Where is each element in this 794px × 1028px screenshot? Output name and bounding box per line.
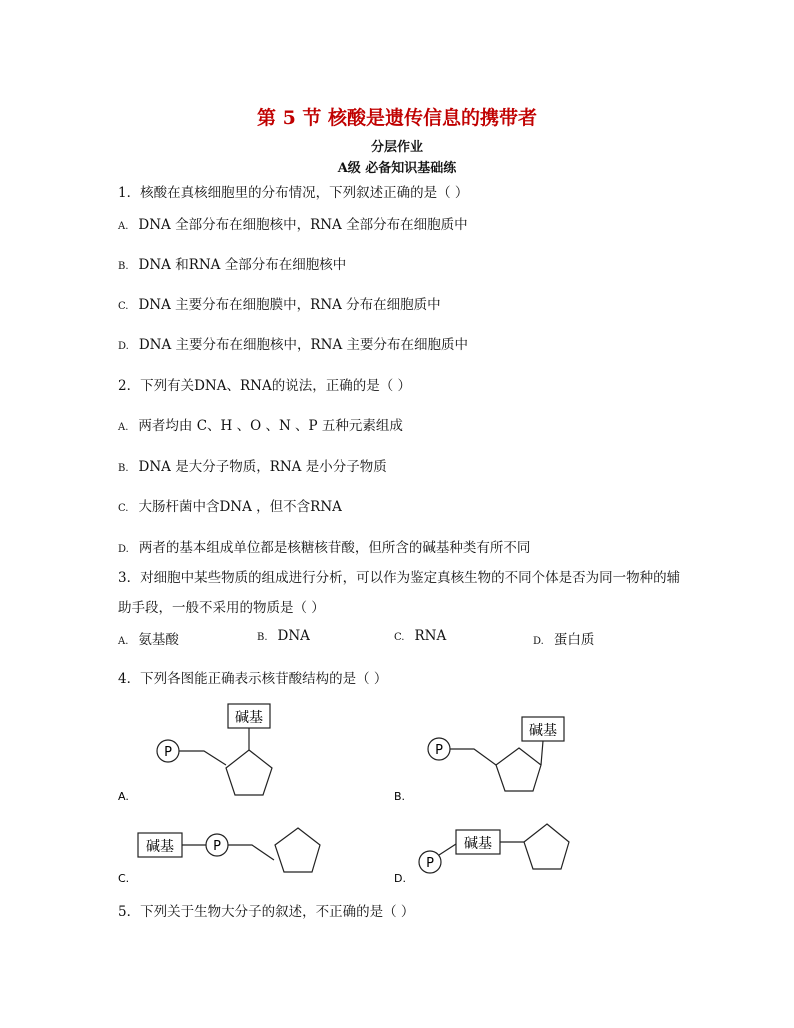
- option-text: 蛋白质: [553, 632, 595, 648]
- option-label: A.: [118, 636, 129, 647]
- figure-label-c: C.: [118, 872, 130, 885]
- base-text: 碱基: [529, 723, 557, 739]
- page-title: 第 5 节 核酸是遗传信息的携带者: [256, 107, 538, 129]
- option-text: RNA: [414, 628, 447, 644]
- option-label: C.: [118, 503, 129, 514]
- question-3-option-a[interactable]: [118, 628, 179, 648]
- option-text: 两者均由 C、H 、O 、N 、P 五种元素组成: [138, 418, 403, 434]
- option-text: DNA 主要分布在细胞核中，RNA 主要分布在细胞质中: [138, 337, 469, 353]
- question-2-option-c[interactable]: [118, 495, 342, 515]
- figure-label-a: A.: [118, 790, 129, 803]
- option-text: 两者的基本组成单位都是核糖核苷酸，但所含的碱基种类有所不同: [138, 540, 531, 556]
- pentose-ring: [496, 748, 541, 791]
- base-text: 碱基: [464, 836, 492, 852]
- question-1-option-d[interactable]: [118, 333, 468, 353]
- option-label: D.: [118, 544, 129, 555]
- question-2-stem: 2．下列有关DNA、RNA的说法，正确的是（ ）: [118, 378, 411, 394]
- option-text: DNA 是大分子物质，RNA 是小分子物质: [138, 459, 387, 475]
- option-text: DNA 主要分布在细胞膜中，RNA 分布在细胞质中: [138, 297, 441, 313]
- question-1-stem: 1．核酸在真核细胞里的分布情况，下列叙述正确的是（ ）: [118, 185, 469, 201]
- question-4-figure-c[interactable]: [118, 822, 328, 884]
- question-4-figure-d[interactable]: [394, 820, 574, 886]
- subtitle: 分层作业: [370, 140, 423, 155]
- question-3-option-d[interactable]: [533, 628, 594, 648]
- option-text: DNA 全部分布在细胞核中，RNA 全部分布在细胞质中: [138, 217, 468, 233]
- question-2-option-b[interactable]: [118, 455, 387, 475]
- option-text: 氨基酸: [138, 632, 179, 648]
- pentose-ring: [226, 750, 272, 795]
- phosphate-text: P: [164, 745, 172, 760]
- question-5-stem: 5．下列关于生物大分子的叙述，不正确的是（ ）: [118, 904, 415, 920]
- figure-label-d: D.: [394, 872, 406, 885]
- option-text: 大肠杆菌中含DNA ，但不含RNA: [138, 499, 342, 515]
- phosphate-text: P: [435, 743, 443, 758]
- question-3-option-b[interactable]: [257, 628, 310, 644]
- base-text: 碱基: [235, 710, 263, 726]
- phosphate-text: P: [426, 856, 434, 871]
- base-text: 碱基: [146, 839, 174, 855]
- pentose-ring: [275, 828, 320, 872]
- option-label: B.: [118, 261, 129, 272]
- pentose-ring: [524, 824, 569, 869]
- option-label: B.: [257, 632, 268, 643]
- question-4-figure-b[interactable]: [394, 712, 574, 812]
- option-label: B.: [118, 463, 129, 474]
- option-text: DNA: [277, 628, 310, 644]
- question-3-option-c[interactable]: [394, 628, 446, 644]
- option-label: D.: [533, 636, 544, 647]
- question-4-stem: 4．下列各图能正确表示核苷酸结构的是（ ）: [118, 671, 388, 687]
- option-text: DNA 和RNA 全部分布在细胞核中: [138, 257, 347, 273]
- figure-label-b: B.: [394, 790, 406, 803]
- question-2-option-d[interactable]: [118, 536, 530, 556]
- question-2-option-a[interactable]: [118, 414, 403, 434]
- level-heading: A级 必备知识基础练: [337, 161, 457, 176]
- question-3-stem-line2: 助手段，一般不采用的物质是（ ）: [118, 600, 325, 616]
- question-1-option-a[interactable]: [118, 213, 468, 233]
- question-1-option-c[interactable]: [118, 293, 441, 313]
- option-label: D.: [118, 341, 129, 352]
- question-1-option-b[interactable]: [118, 253, 346, 273]
- option-label: A.: [118, 422, 129, 433]
- option-label: A.: [118, 221, 129, 232]
- question-4-figure-a[interactable]: [118, 700, 288, 810]
- option-label: C.: [394, 632, 405, 643]
- question-3-stem-line1: 3．对细胞中某些物质的组成进行分析，可以作为鉴定真核生物的不同个体是否为同一物种的辅: [118, 570, 681, 586]
- option-label: C.: [118, 301, 129, 312]
- phosphate-text: P: [213, 839, 221, 854]
